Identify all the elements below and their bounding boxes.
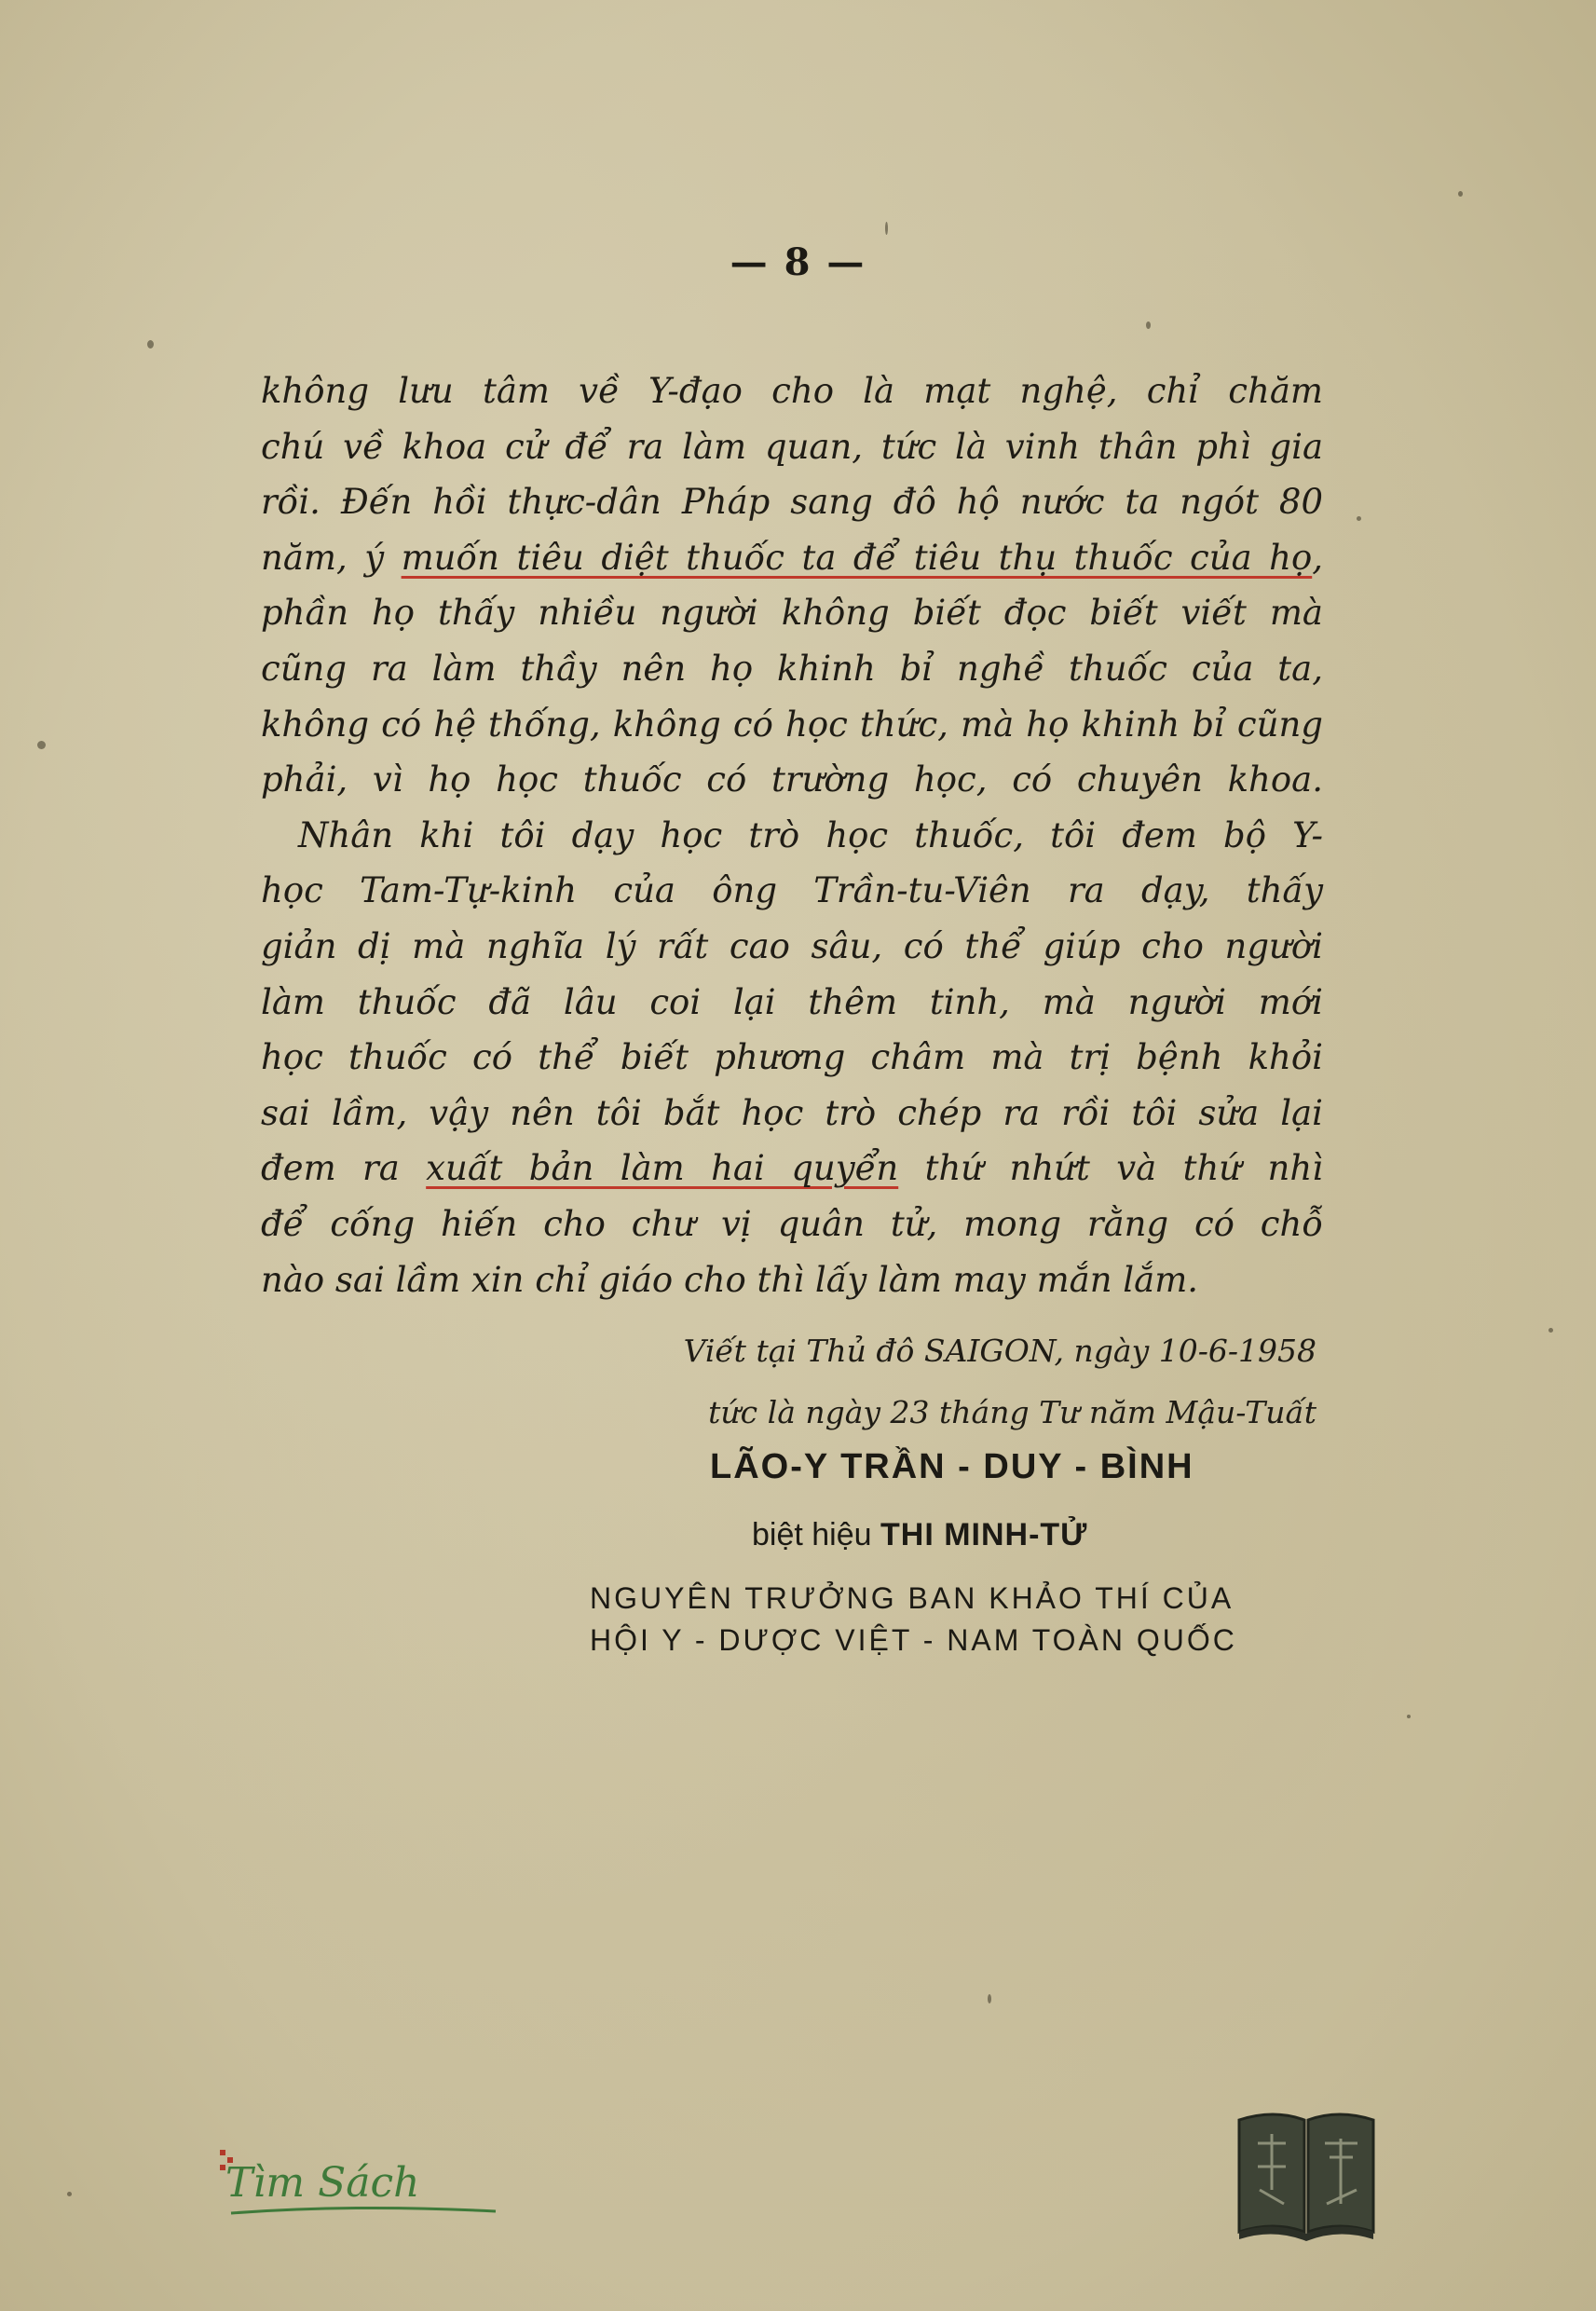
paper-speck <box>1407 1715 1411 1718</box>
paper-speck <box>885 222 888 235</box>
paper-speck <box>67 2192 72 2196</box>
text-line-underlined: đem ra xuất bản làm hai quyển thứ nhứt và thứ nhì <box>261 1148 1323 1189</box>
text-line: phải, vì họ học thuốc có trường học, có chuyên khoa. <box>261 759 1323 800</box>
body-paragraphs <box>261 363 1323 1307</box>
text-line: phần họ thấy nhiều người không biết đọc biết viết mà <box>261 593 1323 634</box>
tim-sach-logo-text: Tìm Sách <box>225 2159 420 2207</box>
signature-author: LÃO-Y TRẦN - DUY - BÌNH <box>710 1447 1194 1486</box>
text-line: để cống hiến cho chư vị quân tử, mong rằng có chỗ <box>261 1203 1323 1244</box>
tim-sach-logo <box>216 2148 514 2222</box>
text-line: không có hệ thống, không có học thức, mà họ khinh bỉ cũng <box>261 704 1323 745</box>
text-line: làm thuốc đã lâu coi lại thêm tinh, mà người mới <box>261 981 1323 1022</box>
paper-speck <box>1146 321 1151 329</box>
tim-sach-logo-graphic <box>216 2148 514 2222</box>
text-line: giản dị mà nghĩa lý rất cao sâu, có thể giúp cho người <box>261 925 1323 966</box>
underlined-phrase: muốn tiêu diệt thuốc ta để tiêu thụ thuốc của họ <box>401 537 1313 578</box>
text-line-underlined: năm, ý muốn tiêu diệt thuốc ta để tiêu thụ thuốc của họ, <box>261 537 1323 578</box>
paper-speck <box>1458 191 1463 197</box>
text-line: học thuốc có thể biết phương châm mà trị bệnh khỏi <box>261 1037 1323 1078</box>
signature-title-line-1: NGUYÊN TRƯỞNG BAN KHẢO THÍ CỦA <box>590 1581 1235 1615</box>
signature-lunar-date: tức là ngày 23 tháng Tư năm Mậu-Tuất <box>708 1394 1316 1430</box>
book-icon <box>1232 2101 1381 2241</box>
text-line: nào sai lầm xin chỉ giáo cho thì lấy làm may mắn lắm. <box>261 1259 1199 1300</box>
text-line: không lưu tâm về Y-đạo cho là mạt nghệ, chỉ chăm <box>261 371 1323 411</box>
underlined-phrase: xuất bản làm hai quyển <box>426 1148 899 1189</box>
text-line: chú về khoa cử để ra làm quan, tức là vinh thân phì gia <box>261 426 1323 467</box>
signature-alias-line <box>752 1517 1087 1553</box>
page-number: — 8 — <box>730 240 866 284</box>
signature-title-line-2: HỘI Y - DƯỢC VIỆT - NAM TOÀN QUỐC <box>590 1623 1237 1657</box>
text-line: cũng ra làm thầy nên họ khinh bỉ nghề thuốc của ta, <box>261 648 1323 689</box>
signature-alias: THI MINH-TỬ <box>880 1517 1088 1552</box>
paper-speck <box>988 1994 991 2003</box>
paper-speck <box>1548 1328 1553 1333</box>
text-line: sai lầm, vậy nên tôi bắt học trò chép ra rồi tôi sửa lại <box>261 1092 1323 1133</box>
signature-place-date: Viết tại Thủ đô SAIGON, ngày 10-6-1958 <box>683 1333 1316 1369</box>
text-line: học Tam-Tự-kinh của ông Trần-tu-Viên ra dạy, thấy <box>261 870 1323 911</box>
text-line-paragraph-start: Nhân khi tôi dạy học trò học thuốc, tôi đem bộ Y- <box>298 814 1323 855</box>
text-line: rồi. Đến hồi thực-dân Pháp sang đô hộ nước ta ngót 80 <box>261 482 1323 523</box>
paper-speck <box>147 340 154 349</box>
paper-speck <box>37 741 46 749</box>
paper-speck <box>1357 516 1361 521</box>
signature-alias-prefix: biệt hiệu <box>752 1517 872 1552</box>
